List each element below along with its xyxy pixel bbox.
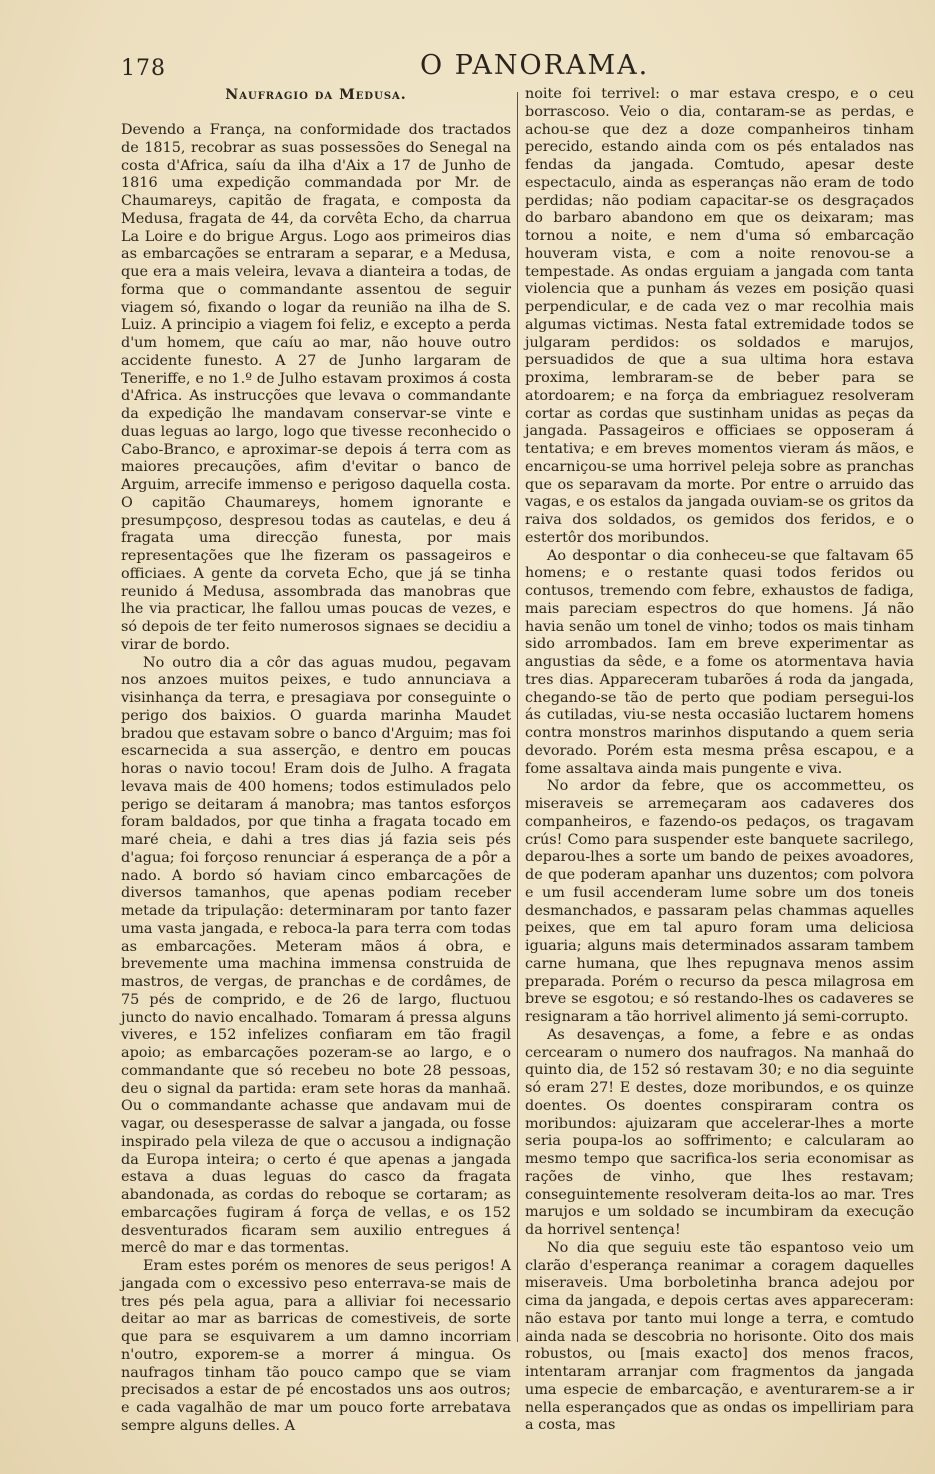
- paragraph-1: Devendo a França, na conformidade dos tractados de 1815, recobrar as suas possessões do Senegal na costa d'Africa, saíu da ilha d'Aix a 17 de Junho de 1816 uma expedição commandada por Mr. de Chaumareys, capitão de fragata, e composta da Medusa, fragata de 44, da corvêta Echo, da charrua La Loire e do brigue Argus. Logo aos primeiros dias as embarcações se entraram a separar, e a Medusa, que era a mais veleira, levava a dianteira a todas, de forma que o commandante assentou de seguir viagem só, fixando o logar da reunião na ilha de S. Luiz. A principio a viagem foi feliz, e excepto a perda d'um homem, que caíu ao mar, não houve outro accidente funesto. A 27 de Junho largaram de Teneriffe, e no 1.º de Julho estavam proximos á costa d'Africa. As instrucções que levava o commandante da expedição lhe mandavam conservar-se vinte e duas leguas ao largo, logo que tivesse reconhecido o Cabo-Branco, e aproximar-se depois á terra com as maiores precauções, afim d'evitar o banco de Arguim, arrecife immenso e perigoso daquella costa. O capitão Chaumareys, homem ignorante e presumpçoso, despresou todas as cautelas, e deu á fragata uma direcção funesta, por mais representações que lhe fizeram os passageiros e officiaes. A gente da corveta Echo, que já se tinha reunido á Medusa, assombrada das manobras que lhe via practicar, lhe fallou umas poucas de vezes, e só depois de ter feito numerosos signaes se decidiu a virar de bordo.: [121, 122, 511, 653]
- paragraph-2: No outro dia a côr das aguas mudou, pegavam nos anzoes muitos peixes, e tudo annunciava a visinhança da terra, e presagiava por conseguinte o perigo dos baixios. O guarda marinha Maudet bradou que estavam sobre o banco d'Arguim; mas foi escarnecida a sua asserção, e dentro em poucas horas o navio tocou! Eram dois de Julho. A fragata levava mais de 400 homens; todos estimulados pelo perigo se deitaram á manobra; mas tantos esforços foram baldados, por que tinha a fragata tocado em maré cheia, e dahi a tres dias já fazia seis pés d'agua; foi forçoso renunciar á esperança de a pôr a nado. A bordo só haviam cinco embarcações de diversos tamanhos, que apenas podiam receber metade da tripulação: determinaram por tanto fazer uma vasta jangada, e reboca-la para terra com todas as embarcações. Meteram mãos á obra, e brevemente uma machina immensa construida de mastros, de vergas, de pranchas e de cordâmes, de 75 pés de comprido, e de 26 de largo, fluctuou juncto do navio encalhado. Tomaram á pressa alguns viveres, e 152 infelizes confiaram em tão fragil apoio; as embarcações pozeram-se ao largo, e o commandante que só recebeu no bote 28 pessoas, deu o signal da partida: eram sete horas da manhaã. Ou o commandante achasse que andavam mui de vagar, ou desesperasse de salvar a jangada, ou fosse inspirado pela vileza de que o accusou a indignação da Europa inteira; o certo é que apenas a jangada estava a duas leguas do casco da fragata abandonada, as cordas do reboque se cortaram; as embarcações fugiram á força de vellas, e os 152 desventurados ficaram sem auxilio entregues á mercê do mar e das tormentas.: [121, 654, 511, 1257]
- page-header: [0, 48, 935, 88]
- article-title: Naufragio da Medusa.: [225, 87, 407, 103]
- paragraph-7: As desavenças, a fome, a febre e as ondas cercearam o numero dos naufragos. Na manhaã do quinto dia, de 152 só restavam 30; e no dia seguinte só eram 27! E destes, doze moribundos, e os quinze doentes. Os doentes conspiraram contra os moribundos: ajuizaram que accelerar-lhes a morte seria poupa-los ao soffrimento; e calcularam ao mesmo tempo que sacrifica-los seria economisar as rações de vinho, que lhes restavam; conseguintemente resolveram deita-los ao mar. Tres marujos e um soldado se incumbiram da execução da horrivel sentença!: [525, 1026, 914, 1238]
- page-number: 178: [121, 56, 166, 81]
- right-column: [525, 86, 914, 1435]
- left-column: [121, 86, 511, 1436]
- paragraph-6: No ardor da febre, que os accommetteu, os miseraveis se arremeçaram aos cadaveres dos companheiros, e fazendo-os pedaços, os tragavam crús! Como para suspender este banquete sacrilego, deparou-lhes a sorte um bando de peixes avoadores, de que poderam apanhar uns duzentos; com polvora e um fusil accenderam lume sobre um dos toneis desmanchados, e passaram pelas chammas aquelles peixes, que em tal apuro foram uma deliciosa iguaria; alguns mais determinados assaram tambem carne humana, que lhes repugnava menos assim preparada. Porém o recurso da pesca milagrosa em breve se esgotou; e só restando-lhes os cadaveres se resignaram a tão horrivel alimento já semi-corrupto.: [525, 778, 914, 1025]
- paragraph-4: noite foi terrivel: o mar estava crespo, e o ceu borrascoso. Veio o dia, contaram-se as perdas, e achou-se que dez a doze companheiros tinham perecido, estando ainda com os pés entalados nas fendas da jangada. Comtudo, apesar deste espectaculo, ainda as esperanças não eram de todo perdidas; não podiam capacitar-se os desgraçados do barbaro abandono em que os deixaram; mas tornou a noite, e nem d'uma só embarcação houveram vista, e com a noite renovou-se a tempestade. As ondas erguiam a jangada com tanta violencia que a punham ás vezes em posição quasi perpendicular, e de cada vez o mar recolhia mais algumas victimas. Nesta fatal extremidade todos se julgaram perdidos: os soldados e marujos, persuadidos de que a sua ultima hora estava proxima, lembraram-se de beber para se atordoarem; e na força da embriaguez resolveram cortar as cordas que sustinham unidas as peças da jangada. Passageiros e officiaes se opposeram á tentativa; e em breves momentos vieram ás mãos, e encarniçou-se uma horrivel peleja sobre as pranchas que os separavam da morte. Por entre o arruido das vagas, e os estalos da jangada ouviam-se os gritos da raiva dos soldados, os gemidos dos feridos, e o estertôr dos moribundos.: [525, 86, 914, 546]
- paragraph-8: No dia que seguiu este tão espantoso veio um clarão d'esperança reanimar a coragem daquelles miseraveis. Uma borboletinha branca adejou por cima da jangada, e depois certas aves appareceram: não estava por tanto mui longe a terra, e comtudo ainda nada se descobria no horisonte. Oito dos mais robustos, ou [mais exacto] dos menos fracos, intentaram arranjar com fragmentos da jangada uma especie de embarcação, e aventurarem-se a ir nella esperançados que as ondas os impelliriam para a costa, mas: [525, 1239, 914, 1434]
- column-divider: [517, 92, 518, 1342]
- journal-title: O PANORAMA.: [420, 50, 650, 81]
- paragraph-5: Ao despontar o dia conheceu-se que faltavam 65 homens; e o restante quasi todos feridos ou contusos, tremendo com febre, exhaustos de fadiga, mais pareciam espectros do que homens. Já não havia senão um tonel de vinho; todos os mais tinham sido arrombados. Iam em breve experimentar as angustias da sêde, e a fome os atormentava havia tres dias. Appareceram tubarões á roda da jangada, chegando-se tão de perto que podiam persegui-los ás cutiladas, viu-se nesta occasião luctarem homens contra monstros marinhos disputando a quem seria devorado. Porém esta mesma prêsa escapou, e a fome assaltava ainda mais pungente e viva.: [525, 547, 914, 777]
- paragraph-3: Eram estes porém os menores de seus perigos! A jangada com o excessivo peso enterrava-se mais de tres pés pela agua, para a alliviar foi necessario deitar ao mar as barricas de comestiveis, de sorte que para se esquivarem a um damno incorriam n'outro, exporem-se a morrer á mingua. Os naufragos tinham tão pouco campo que se viam precisados a estar de pé encostados uns aos outros; e cada vagalhão de mar um pouco forte arrebatava sempre alguns delles. A: [121, 1258, 511, 1434]
